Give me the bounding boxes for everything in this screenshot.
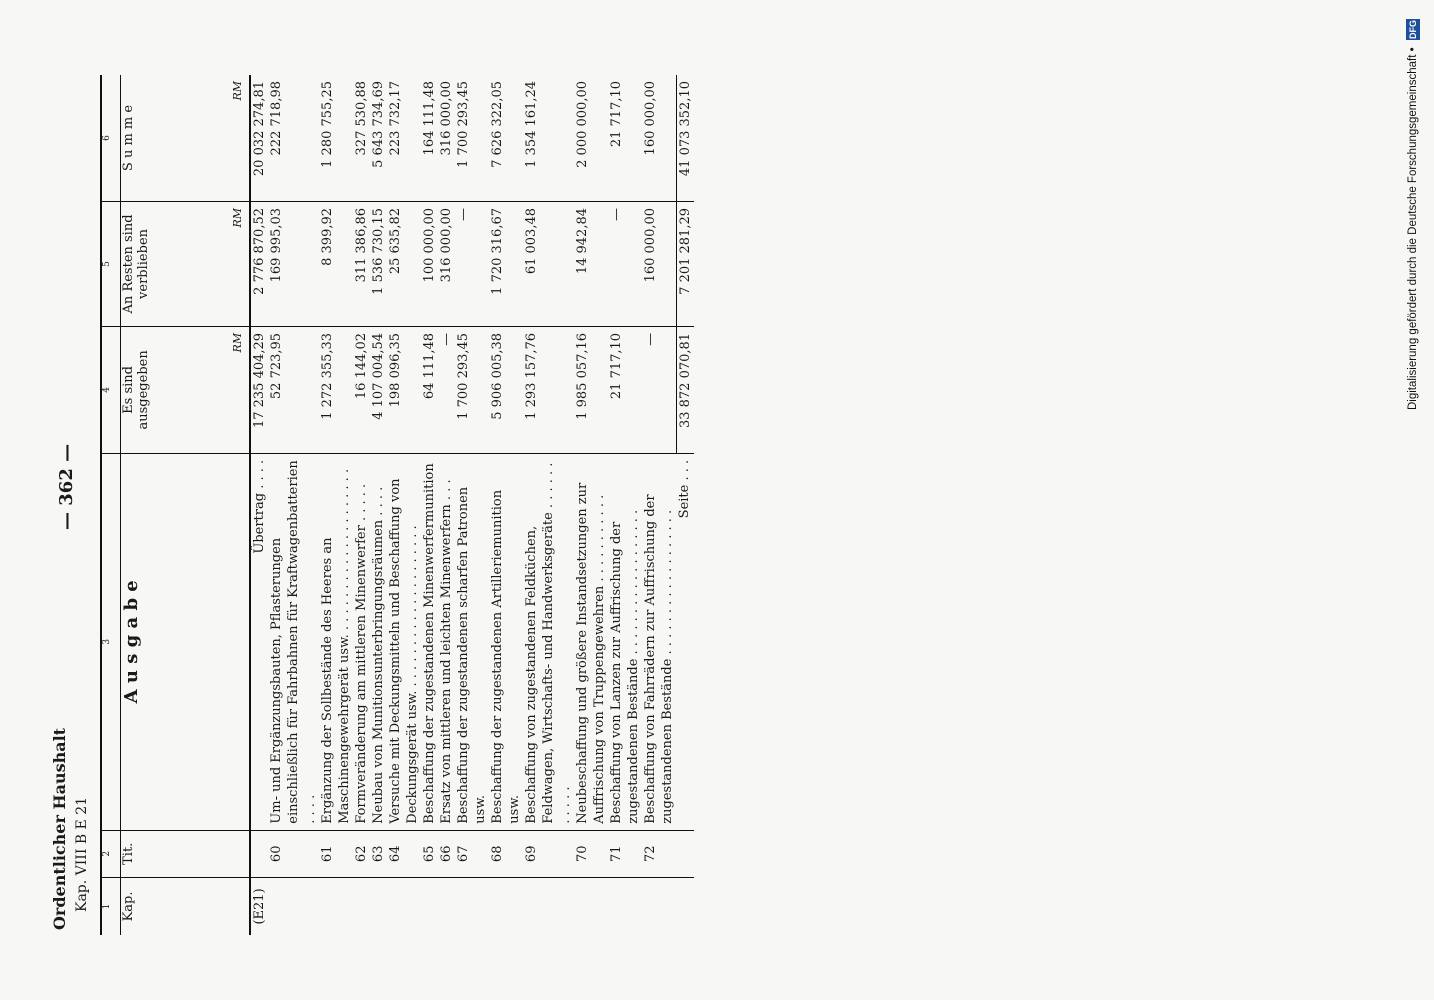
- total-label: Seite . . .: [676, 453, 694, 830]
- row-tit: 72: [642, 830, 676, 877]
- carryover-remaining: 2 776 870,52: [250, 201, 268, 326]
- dfg-logo: DFG: [1408, 20, 1418, 40]
- row-text: Beschaffung von Fahrrädern zur Auffrischung der zugestandenen Bestände . . . . . . . . . . . . . . . . . .: [642, 453, 676, 830]
- row-spent: —: [438, 326, 455, 453]
- table-row: [523, 75, 574, 935]
- row-tit: 61: [319, 830, 353, 877]
- row-text: Ersatz von mittleren und leichten Minenwerfern . . .: [438, 453, 455, 830]
- row-sum: 316 000,00: [439, 81, 454, 156]
- unit-sum: RM: [231, 81, 244, 101]
- table-row: [438, 75, 455, 935]
- row-tit: 60: [268, 830, 319, 877]
- row-remaining: 169 995,03: [268, 201, 319, 326]
- row-tit: 69: [523, 830, 574, 877]
- row-spent: —: [642, 326, 676, 453]
- row-tit: 71: [608, 830, 642, 877]
- table-row: [489, 75, 523, 935]
- header-ausgabe: A u s g a b e: [121, 453, 232, 830]
- table-row: [387, 75, 421, 935]
- col-number-1: 1: [101, 877, 121, 935]
- row-remaining: 25 635,82: [387, 201, 421, 326]
- unit-spent: RM: [231, 326, 250, 453]
- header-spent: Es sind ausgegeben: [121, 326, 232, 453]
- row-sum: 327 530,88: [354, 81, 369, 156]
- row-text: Beschaffung der zugestandenen Artilleriemunition usw.: [489, 453, 523, 830]
- row-sum: 1 354 161,24: [524, 81, 539, 168]
- row-remaining: 8 399,92: [319, 201, 353, 326]
- row-tit: 63: [370, 830, 387, 877]
- row-remaining: —: [608, 201, 642, 326]
- row-remaining: 1 720 316,67: [489, 201, 523, 326]
- row-text: Neubeschaffung und größere Instandsetzungen zur Auffrischung von Truppengewehren . . . . . . . . . . .: [574, 453, 608, 830]
- row-text: Um- und Ergänzungsbauten, Pflasterungen einschließlich für Fahrbahnen für Kraftwagenbatterien . . . .: [268, 453, 319, 830]
- row-sum: 222 718,98: [269, 81, 284, 156]
- header-tit: Tit.: [121, 830, 232, 877]
- header-sum: S u m m e: [121, 104, 136, 172]
- row-spent: 52 723,95: [268, 326, 319, 453]
- row-spent: 4 107 004,54: [370, 326, 387, 453]
- row-spent: 1 272 355,33: [319, 326, 353, 453]
- row-spent: 16 144,02: [353, 326, 370, 453]
- col-number-4: 4: [101, 326, 121, 453]
- row-remaining: 14 942,84: [574, 201, 608, 326]
- table-row: [574, 75, 608, 935]
- row-remaining: 160 000,00: [642, 201, 676, 326]
- table-row: [642, 75, 676, 935]
- total-sum: 41 073 352,10: [676, 75, 694, 201]
- row-sum: 21 717,10: [609, 81, 624, 148]
- row-text: Beschaffung der zugestandenen scharfen Patronen usw.: [455, 453, 489, 830]
- row-text: Formveränderung am mittleren Minenwerfer . . . . .: [353, 453, 370, 830]
- total-spent: 33 872 070,81: [676, 326, 694, 453]
- header-kap: Kap.: [121, 877, 232, 935]
- row-remaining: 311 386,86: [353, 201, 370, 326]
- row-spent: 64 111,48: [421, 326, 438, 453]
- digitization-text: Digitalisierung gefördert durch die Deutsche Forschungsgemeinschaft •: [1407, 47, 1419, 410]
- row-tit: 68: [489, 830, 523, 877]
- row-tit: 62: [353, 830, 370, 877]
- table-row: [455, 75, 489, 935]
- page-number: — 362 —: [56, 443, 77, 530]
- row-sum: 1 700 293,45: [456, 81, 471, 168]
- col-number-6: 6: [101, 75, 121, 201]
- carryover-kap: (E21): [250, 877, 268, 935]
- total-remaining: 7 201 281,29: [676, 201, 694, 326]
- col-number-2: 2: [101, 830, 121, 877]
- row-spent: 21 717,10: [608, 326, 642, 453]
- carryover-label: Übertrag . . . .: [250, 453, 268, 830]
- row-remaining: —: [455, 201, 489, 326]
- row-remaining: 61 003,48: [523, 201, 574, 326]
- carryover-sum: 20 032 274,81: [252, 81, 267, 177]
- row-text: Beschaffung von Lanzen zur Auffrischung der zugestandenen Bestände . . . . . . . . . . . . . . . . . .: [608, 453, 642, 830]
- carryover-spent: 17 235 404,29: [250, 326, 268, 453]
- expenditure-table: [100, 75, 694, 935]
- col-number-3: 3: [101, 453, 121, 830]
- row-text: Beschaffung der zugestandenen Minenwerfermunition: [421, 453, 438, 830]
- row-remaining: 1 536 730,15: [370, 201, 387, 326]
- row-text: Neubau von Munitionsunterbringungsräumen . . . .: [370, 453, 387, 830]
- row-remaining: 100 000,00: [421, 201, 438, 326]
- row-spent: 198 096,35: [387, 326, 421, 453]
- row-text: Versuche mit Deckungsmitteln und Beschaffung von Deckungsgerät usw. . . . . . . . . . . . . . . . . . . . .: [387, 453, 421, 830]
- row-sum: 2 000 000,00: [575, 81, 590, 168]
- row-sum: 5 643 734,69: [371, 81, 386, 168]
- row-text: Beschaffung von zugestandenen Feldküchen, Feldwagen, Wirtschafts- und Handwerksgeräte . . . . . . . . . . .: [523, 453, 574, 830]
- row-tit: 64: [387, 830, 421, 877]
- row-spent: 5 906 005,38: [489, 326, 523, 453]
- row-sum: 223 732,17: [388, 81, 403, 156]
- row-sum: 164 111,48: [422, 81, 437, 156]
- header-remaining: An Resten sind verblieben: [121, 201, 232, 326]
- table-row: [370, 75, 387, 935]
- row-spent: 1 293 157,76: [523, 326, 574, 453]
- row-tit: 67: [455, 830, 489, 877]
- row-tit: 70: [574, 830, 608, 877]
- table-row: [319, 75, 353, 935]
- row-sum: 160 000,00: [643, 81, 658, 156]
- chapter-reference: Kap. VIII B E 21: [74, 796, 90, 912]
- table-row: [268, 75, 319, 935]
- table-row: [353, 75, 370, 935]
- budget-title: Ordentlicher Haushalt: [50, 727, 69, 930]
- row-spent: 1 985 057,16: [574, 326, 608, 453]
- row-spent: 1 700 293,45: [455, 326, 489, 453]
- carryover-row: [250, 75, 268, 935]
- row-text: Ergänzung der Sollbestände des Heeres an Maschinengewehrgerät usw. . . . . . . . . . . . . . . . . . . . .: [319, 453, 353, 830]
- row-sum: 1 280 755,25: [320, 81, 335, 168]
- row-tit: 65: [421, 830, 438, 877]
- page-total-row: [676, 75, 694, 935]
- row-remaining: 316 000,00: [438, 201, 455, 326]
- row-tit: 66: [438, 830, 455, 877]
- col-number-5: 5: [101, 201, 121, 326]
- table-row: [421, 75, 438, 935]
- row-sum: 7 626 322,05: [490, 81, 505, 168]
- unit-remaining: RM: [231, 201, 250, 326]
- table-row: [608, 75, 642, 935]
